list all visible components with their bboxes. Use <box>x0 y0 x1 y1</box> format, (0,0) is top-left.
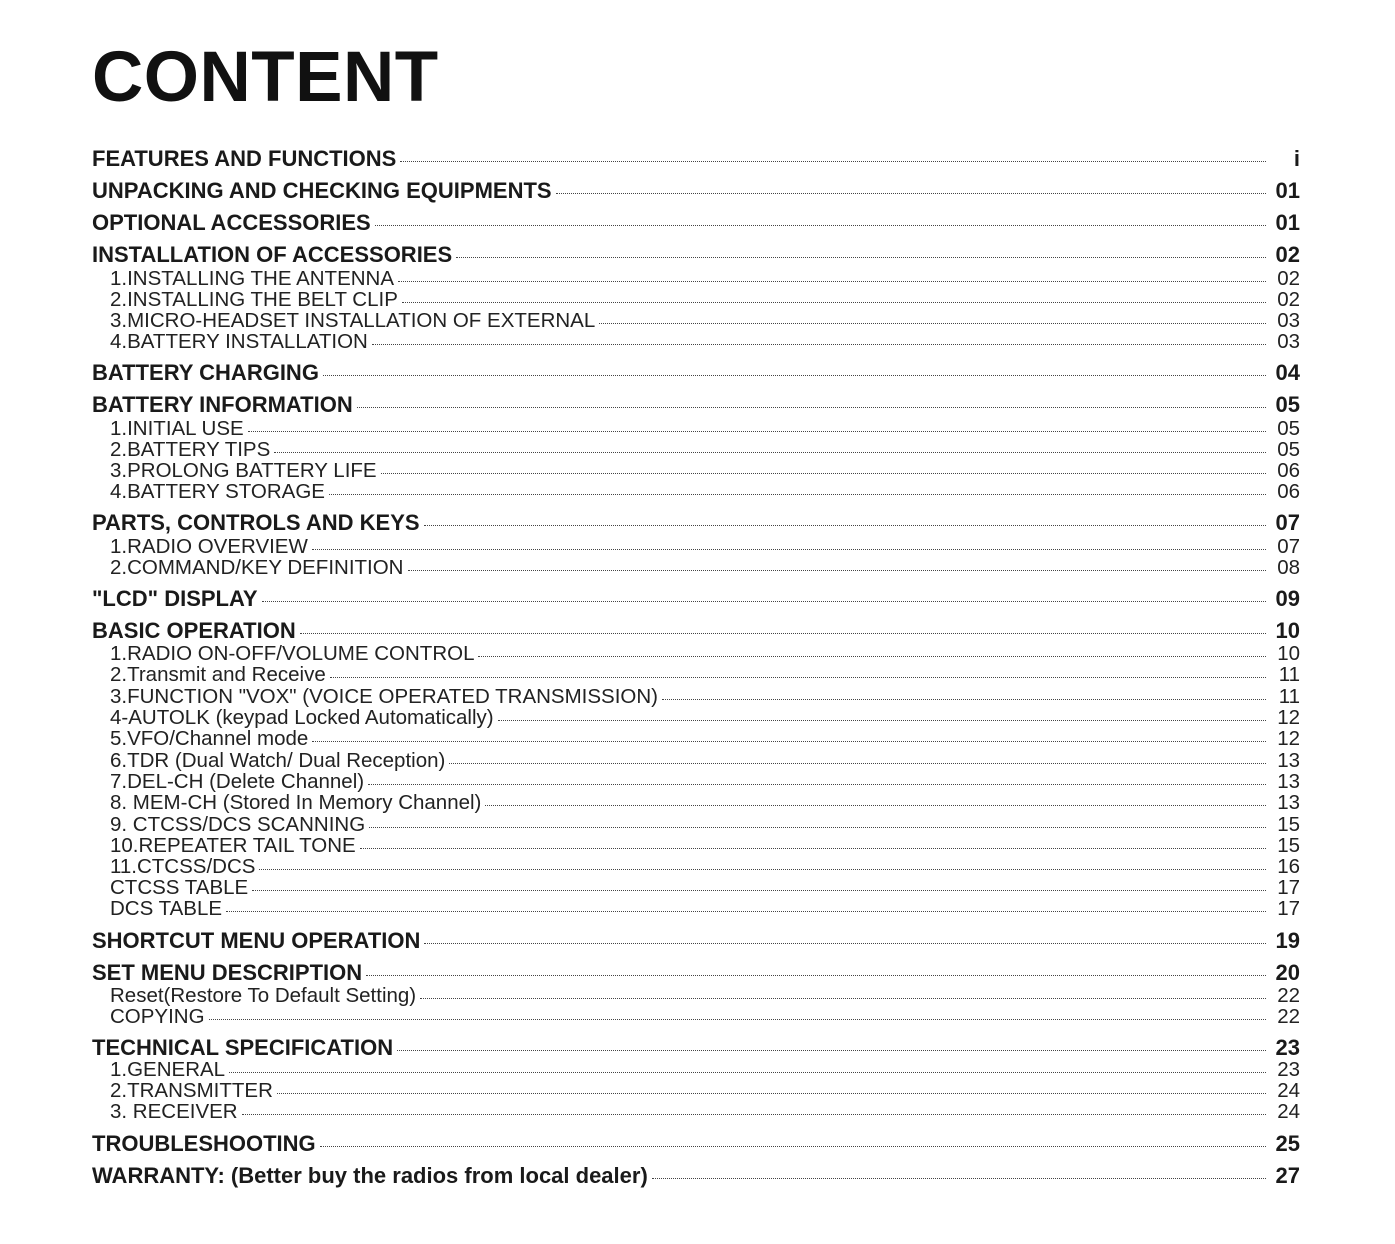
toc-entry-label: SET MENU DESCRIPTION <box>92 960 363 985</box>
dot-leader <box>372 344 1266 345</box>
page-title: CONTENT <box>92 38 439 117</box>
toc-subentry <box>92 898 1300 919</box>
toc-entry <box>92 360 1300 386</box>
toc-entry-page: 25 <box>1275 1131 1300 1156</box>
toc-entry-label: 7.DEL-CH (Delete Channel) <box>110 770 365 793</box>
toc-subentry <box>92 856 1300 877</box>
toc-entry-label: 9. CTCSS/DCS SCANNING <box>110 813 366 836</box>
toc-entry-label: 10.REPEATER TAIL TONE <box>110 834 356 857</box>
toc-subentry <box>92 460 1300 481</box>
toc-entry <box>92 1035 1300 1061</box>
toc-entry-page: 01 <box>1275 178 1300 203</box>
dot-leader <box>300 633 1266 634</box>
dot-leader <box>424 525 1266 526</box>
toc-entry-page: 10 <box>1277 642 1300 665</box>
dot-leader <box>229 1072 1266 1073</box>
toc-entry <box>92 586 1300 612</box>
dot-leader <box>366 975 1266 976</box>
toc-entry-page: 19 <box>1275 928 1300 953</box>
toc-entry-page: 24 <box>1277 1079 1300 1102</box>
toc-subentry <box>92 1080 1300 1101</box>
toc-subentry <box>92 750 1300 771</box>
toc-entry <box>92 146 1300 172</box>
toc-entry-page: i <box>1293 146 1300 171</box>
toc-subentry <box>92 1101 1300 1122</box>
toc-entry-label: DCS TABLE <box>110 897 223 920</box>
toc-entry-label: BASIC OPERATION <box>92 618 296 643</box>
dot-leader <box>408 570 1267 571</box>
toc-entry-label: 3.MICRO-HEADSET INSTALLATION OF EXTERNAL <box>110 309 596 332</box>
dot-leader <box>248 431 1266 432</box>
toc-entry-label: TECHNICAL SPECIFICATION <box>92 1035 394 1060</box>
toc-entry-label: 3. RECEIVER <box>110 1100 238 1123</box>
toc-entry-page: 23 <box>1277 1058 1300 1081</box>
toc-entry-label: 2.COMMAND/KEY DEFINITION <box>110 556 404 579</box>
toc-subentry <box>92 664 1300 685</box>
toc-entry-page: 09 <box>1275 586 1300 611</box>
toc-entry-page: 13 <box>1277 749 1300 772</box>
dot-leader <box>274 452 1266 453</box>
dot-leader <box>449 763 1266 764</box>
toc-entry-label: 11.CTCSS/DCS <box>110 855 256 878</box>
toc-entry-page: 04 <box>1275 360 1300 385</box>
toc-entry-label: FEATURES AND FUNCTIONS <box>92 146 397 171</box>
toc-entry-label: 4.BATTERY INSTALLATION <box>110 330 368 353</box>
dot-leader <box>478 656 1266 657</box>
table-of-contents <box>92 0 1300 1244</box>
toc-entry-label: BATTERY CHARGING <box>92 360 319 385</box>
toc-entry-label: 1.RADIO ON-OFF/VOLUME CONTROL <box>110 642 475 665</box>
toc-entry-label: CTCSS TABLE <box>110 876 249 899</box>
toc-entry-label: 5.VFO/Channel mode <box>110 727 309 750</box>
dot-leader <box>329 494 1266 495</box>
dot-leader <box>375 225 1266 226</box>
toc-entry-label: 8. MEM-CH (Stored In Memory Channel) <box>110 791 482 814</box>
dot-leader <box>400 161 1266 162</box>
dot-leader <box>381 473 1266 474</box>
toc-subentry <box>92 643 1300 664</box>
toc-entry-page: 10 <box>1275 618 1300 643</box>
toc-entry-page: 06 <box>1277 480 1300 503</box>
dot-leader <box>424 943 1266 944</box>
toc-subentry <box>92 418 1300 439</box>
toc-entry-page: 05 <box>1277 438 1300 461</box>
toc-entry-page: 12 <box>1277 727 1300 750</box>
toc-subentry <box>92 1059 1300 1080</box>
dot-leader <box>312 549 1266 550</box>
toc-subentry <box>92 1006 1300 1027</box>
toc-entry-page: 07 <box>1275 510 1300 535</box>
toc-entry <box>92 618 1300 644</box>
toc-entry <box>92 1131 1300 1157</box>
dot-leader <box>556 193 1266 194</box>
toc-entry-page: 27 <box>1275 1163 1300 1188</box>
toc-entry-label: PARTS, CONTROLS AND KEYS <box>92 510 420 535</box>
dot-leader <box>357 407 1266 408</box>
dot-leader <box>662 699 1266 700</box>
toc-entry <box>92 392 1300 418</box>
toc-entry-label: "LCD" DISPLAY <box>92 586 258 611</box>
toc-entry-page: 23 <box>1275 1035 1300 1060</box>
toc-subentry <box>92 707 1300 728</box>
toc-entry-label: BATTERY INFORMATION <box>92 392 353 417</box>
toc-entry-page: 15 <box>1277 813 1300 836</box>
toc-entry-page: 01 <box>1275 210 1300 235</box>
dot-leader <box>369 827 1266 828</box>
toc-entry-page: 02 <box>1277 288 1300 311</box>
toc-entry-page: 11 <box>1278 685 1300 708</box>
toc-entry-label: TROUBLESHOOTING <box>92 1131 316 1156</box>
dot-leader <box>360 848 1266 849</box>
toc-entry-label: SHORTCUT MENU OPERATION <box>92 928 421 953</box>
toc-entry-label: COPYING <box>110 1005 205 1028</box>
toc-subentry <box>92 331 1300 352</box>
toc-entry-label: OPTIONAL ACCESSORIES <box>92 210 371 235</box>
toc-entry-page: 12 <box>1277 706 1300 729</box>
toc-subentry <box>92 289 1300 310</box>
dot-leader <box>320 1146 1266 1147</box>
toc-entry <box>92 928 1300 954</box>
toc-subentry <box>92 814 1300 835</box>
toc-subentry <box>92 985 1300 1006</box>
toc-entry <box>92 510 1300 536</box>
toc-entry-label: 1.INITIAL USE <box>110 417 244 440</box>
toc-subentry <box>92 771 1300 792</box>
toc-entry-label: 2.Transmit and Receive <box>110 663 326 686</box>
toc-entry-label: 1.INSTALLING THE ANTENNA <box>110 267 395 290</box>
toc-entry <box>92 242 1300 268</box>
dot-leader <box>259 869 1266 870</box>
toc-subentry <box>92 557 1300 578</box>
toc-entry <box>92 1163 1300 1189</box>
toc-entry-label: 4-AUTOLK (keypad Locked Automatically) <box>110 706 494 729</box>
toc-subentry <box>92 310 1300 331</box>
toc-entry <box>92 960 1300 986</box>
toc-entry-page: 15 <box>1277 834 1300 857</box>
toc-entry-page: 22 <box>1277 984 1300 1007</box>
toc-subentry <box>92 686 1300 707</box>
dot-leader <box>402 302 1266 303</box>
dot-leader <box>262 601 1266 602</box>
toc-entry <box>92 210 1300 236</box>
toc-entry-label: 2.BATTERY TIPS <box>110 438 271 461</box>
toc-subentry <box>92 536 1300 557</box>
toc-subentry <box>92 835 1300 856</box>
toc-entry-label: WARRANTY: (Better buy the radios from local dealer) <box>92 1163 648 1188</box>
toc-entry-page: 20 <box>1275 960 1300 985</box>
toc-entry-page: 22 <box>1277 1005 1300 1028</box>
toc-entry-label: Reset(Restore To Default Setting) <box>110 984 417 1007</box>
toc-entry-label: 6.TDR (Dual Watch/ Dual Reception) <box>110 749 446 772</box>
dot-leader <box>323 375 1266 376</box>
toc-entry-page: 08 <box>1277 556 1300 579</box>
toc-entry-label: 2.TRANSMITTER <box>110 1079 273 1102</box>
dot-leader <box>368 784 1266 785</box>
dot-leader <box>226 911 1266 912</box>
toc-entry-page: 03 <box>1277 330 1300 353</box>
toc-entry-label: 1.RADIO OVERVIEW <box>110 535 308 558</box>
toc-entry-page: 11 <box>1278 663 1300 686</box>
toc-entry-label: 1.GENERAL <box>110 1058 226 1081</box>
toc-subentry <box>92 877 1300 898</box>
toc-entry-page: 13 <box>1277 770 1300 793</box>
toc-entry-page: 03 <box>1277 309 1300 332</box>
toc-subentry <box>92 481 1300 502</box>
dot-leader <box>420 998 1266 999</box>
toc-entry-page: 06 <box>1277 459 1300 482</box>
dot-leader <box>252 890 1266 891</box>
dot-leader <box>498 720 1266 721</box>
toc-entry-label: INSTALLATION OF ACCESSORIES <box>92 242 453 267</box>
toc-subentry <box>92 792 1300 813</box>
toc-entry-label: 3.PROLONG BATTERY LIFE <box>110 459 377 482</box>
toc-entry-label: 4.BATTERY STORAGE <box>110 480 325 503</box>
toc-entry-label: 3.FUNCTION "VOX" (VOICE OPERATED TRANSMISSION) <box>110 685 658 708</box>
toc-entry-label: 2.INSTALLING THE BELT CLIP <box>110 288 398 311</box>
toc-entry-page: 02 <box>1277 267 1300 290</box>
dot-leader <box>330 677 1266 678</box>
dot-leader <box>456 257 1266 258</box>
toc-entry-page: 16 <box>1277 855 1300 878</box>
dot-leader <box>277 1093 1266 1094</box>
toc-entry <box>92 178 1300 204</box>
toc-subentry <box>92 268 1300 289</box>
toc-entry-page: 07 <box>1277 535 1300 558</box>
dot-leader <box>242 1114 1266 1115</box>
toc-entry-page: 17 <box>1277 897 1300 920</box>
toc-entry-label: UNPACKING AND CHECKING EQUIPMENTS <box>92 178 552 203</box>
toc-entry-page: 24 <box>1277 1100 1300 1123</box>
toc-entry-page: 17 <box>1277 876 1300 899</box>
toc-entry-page: 05 <box>1277 417 1300 440</box>
dot-leader <box>485 805 1266 806</box>
toc-entry-page: 13 <box>1277 791 1300 814</box>
dot-leader <box>599 323 1266 324</box>
toc-entry-page: 02 <box>1275 242 1300 267</box>
toc-entry-page: 05 <box>1275 392 1300 417</box>
dot-leader <box>398 281 1266 282</box>
toc-subentry <box>92 728 1300 749</box>
dot-leader <box>397 1050 1266 1051</box>
dot-leader <box>652 1178 1266 1179</box>
dot-leader <box>312 741 1266 742</box>
toc-subentry <box>92 439 1300 460</box>
dot-leader <box>209 1019 1266 1020</box>
